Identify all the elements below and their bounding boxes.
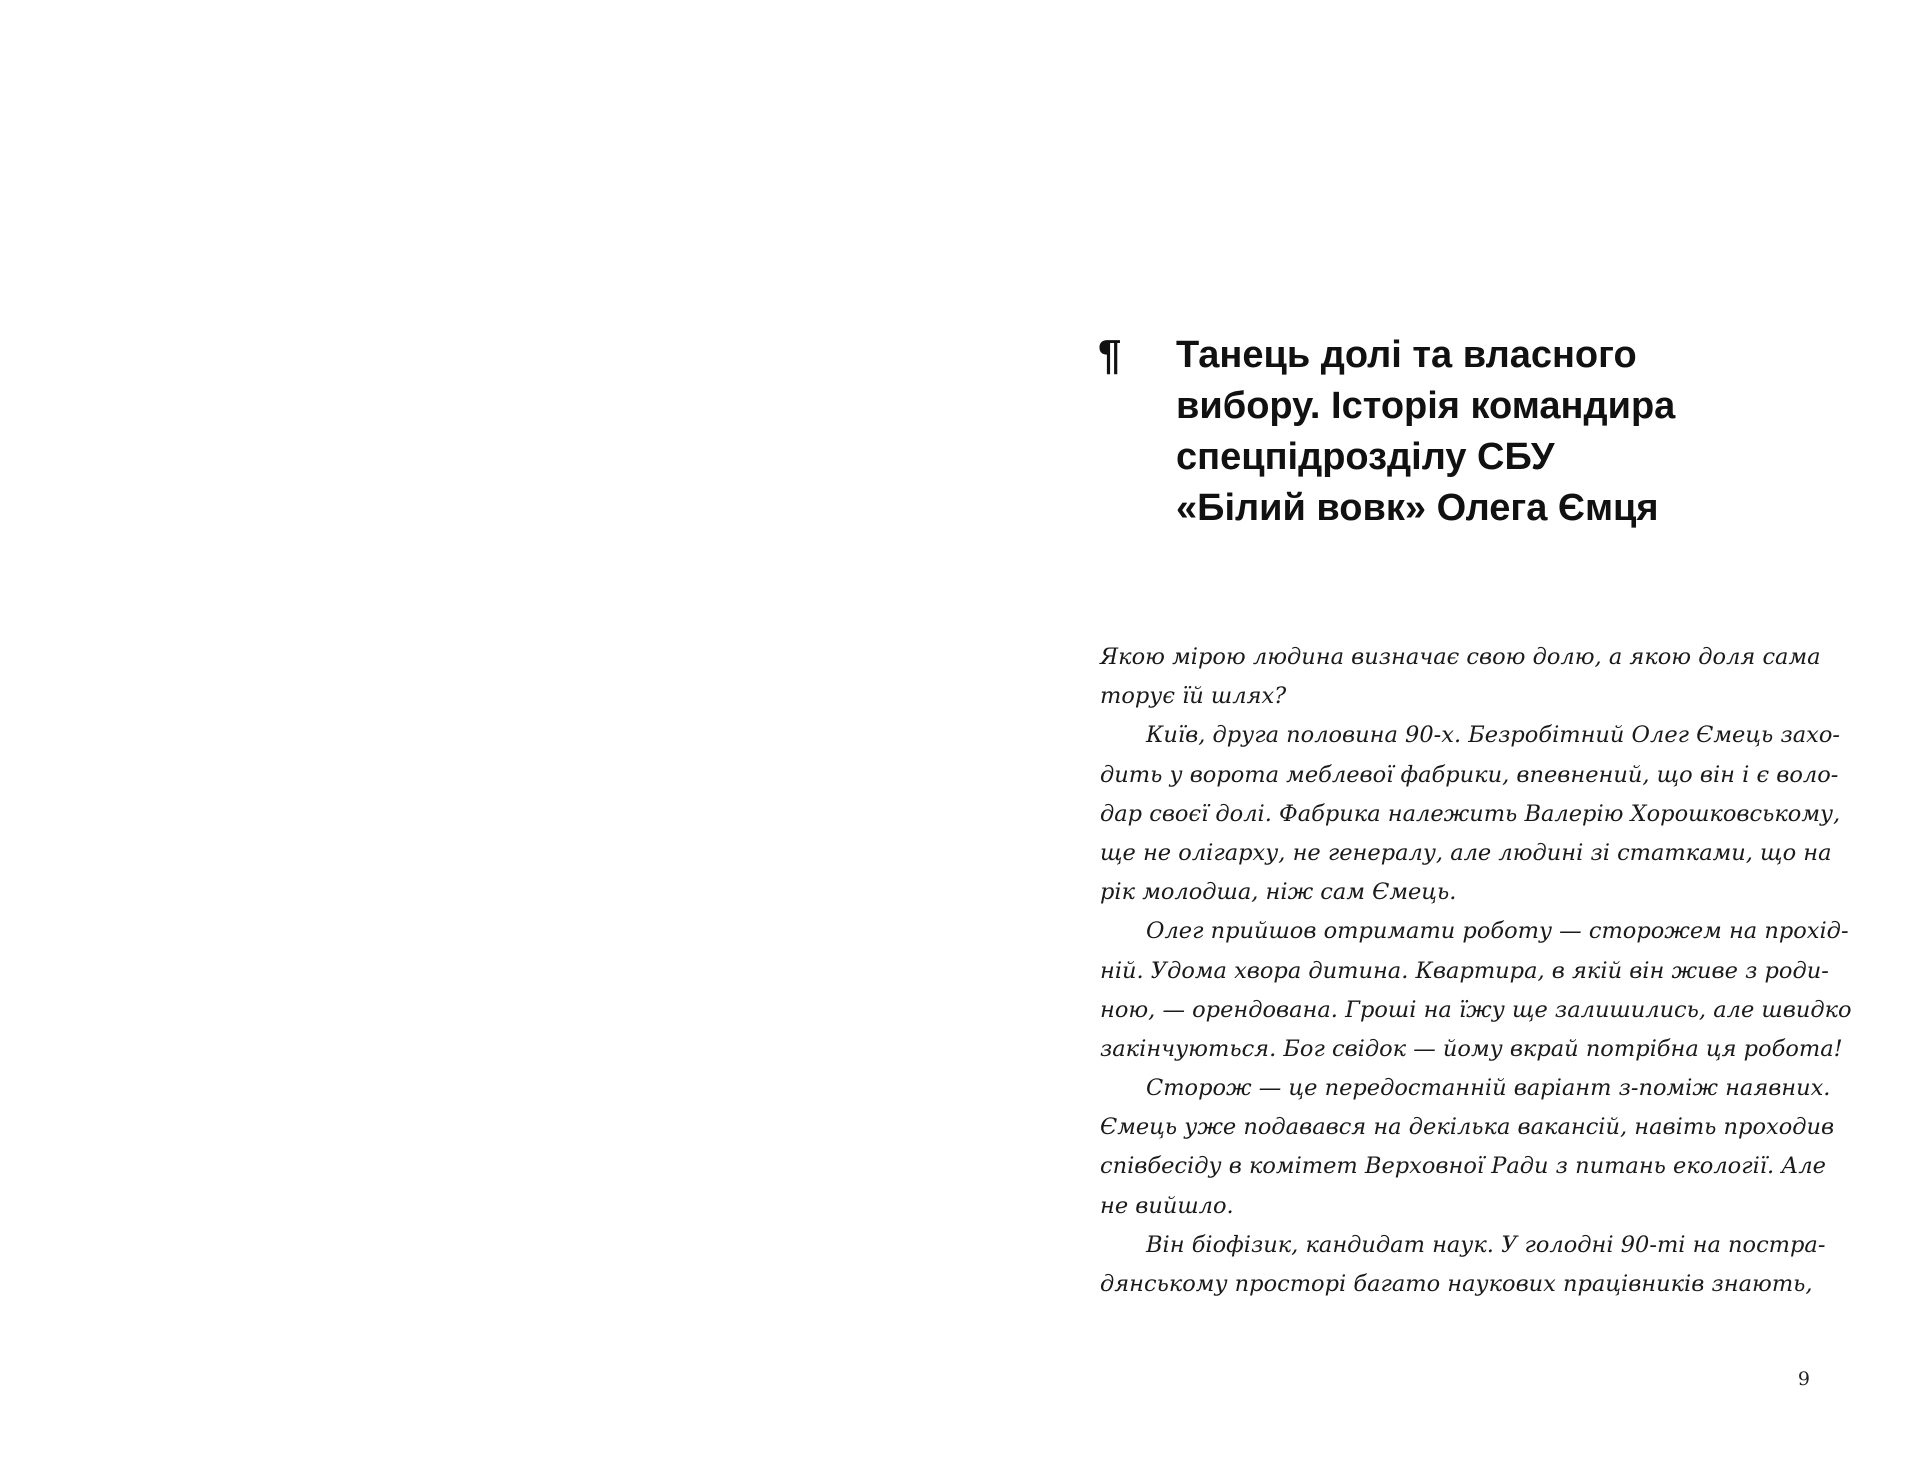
chapter-title-line: Танець долі та власного [1176, 334, 1637, 376]
text-line: Він біофізик, кандидат наук. У голодні 90-ті на постра- [1146, 1231, 1826, 1258]
text-line: дить у ворота меблевої фабрики, впевнений, що він і є воло- [1100, 761, 1839, 788]
text-line: не вийшло. [1100, 1192, 1234, 1219]
text-line: дар своєї долі. Фабрика належить Валерію Хорошковському, [1100, 800, 1841, 827]
chapter-title-line: «Білий вовк» Олега Ємця [1176, 487, 1659, 529]
chapter-title [1176, 330, 1736, 534]
text-line: рік молодша, ніж сам Ємець. [1100, 879, 1457, 906]
text-line: ще не олігарху, не генералу, але людині зі статками, що на [1100, 839, 1832, 866]
page-number: 9 [1797, 1368, 1810, 1390]
text-line: закінчуються. Бог свідок — йому вкрай потрібна ця робота! [1100, 1035, 1843, 1062]
text-line: Київ, друга половина 90-х. Безробітний Олег Ємець захо- [1146, 722, 1840, 749]
chapter-title-line: спецпідрозділу СБУ [1176, 436, 1555, 478]
chapter-title-line: вибору. Історія командира [1176, 385, 1676, 427]
text-line: дянському просторі багато наукових працівників знають, [1100, 1271, 1813, 1297]
body-text [1100, 638, 1852, 1304]
text-line: співбесіду в комітет Верховної Ради з питань екології. Але [1100, 1153, 1826, 1180]
text-line: ною, — орендована. Гроші на їжу ще залишились, але швидко [1100, 996, 1852, 1023]
text-line: Сторож — це передостанній варіант з-поміж наявних. [1146, 1075, 1831, 1102]
pilcrow-mark: ¶ [1098, 331, 1122, 378]
text-line: торує їй шлях? [1100, 683, 1287, 710]
text-line: Олег прийшов отримати роботу — сторожем на прохід- [1146, 918, 1849, 945]
text-line: Якою мірою людина визначає свою долю, а якою доля сама [1100, 644, 1821, 670]
text-line: Ємець уже подавався на декілька вакансій, навіть проходив [1100, 1114, 1835, 1141]
text-line: ній. Удома хвора дитина. Квартира, в якій він живе з роди- [1100, 957, 1829, 984]
